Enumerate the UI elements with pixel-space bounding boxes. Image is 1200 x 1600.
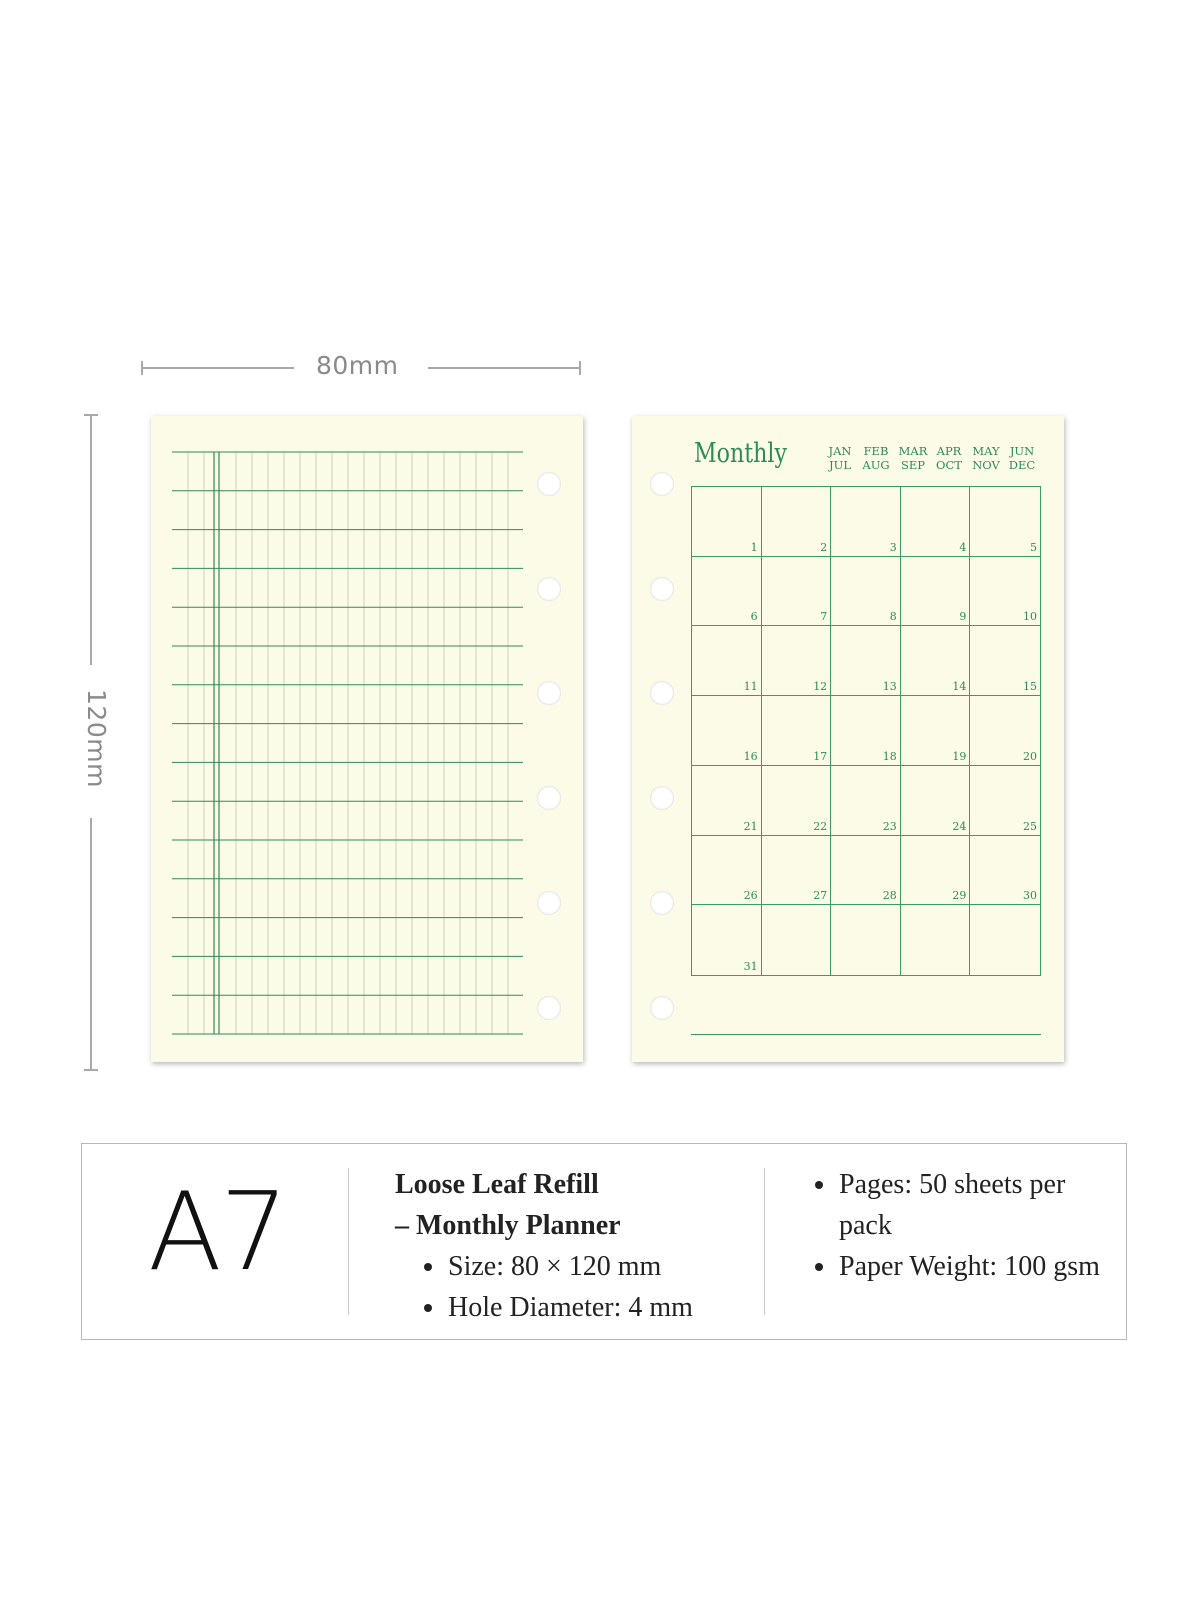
day-number: 31 bbox=[743, 960, 758, 973]
binder-hole bbox=[537, 786, 561, 810]
day-number: 5 bbox=[1029, 540, 1037, 554]
calendar-day-cell bbox=[970, 626, 1040, 696]
day-number: 24 bbox=[952, 819, 967, 833]
month-selector bbox=[829, 444, 1043, 474]
day-number: 10 bbox=[1022, 610, 1037, 624]
calendar-day-cell bbox=[831, 557, 901, 627]
calendar-day-cell bbox=[970, 905, 1040, 975]
calendar-day-cell bbox=[831, 905, 901, 975]
calendar-day-cell bbox=[762, 487, 832, 557]
month-label: FEB bbox=[863, 444, 889, 458]
ledger-page bbox=[151, 416, 583, 1062]
calendar-day-cell bbox=[831, 766, 901, 836]
product-title bbox=[395, 1164, 755, 1246]
calendar-day-cell bbox=[762, 766, 832, 836]
calendar-day-cell bbox=[901, 905, 971, 975]
month-label: APR bbox=[936, 444, 962, 458]
month-label: OCT bbox=[936, 458, 962, 472]
width-dimension-tick-left bbox=[141, 361, 143, 375]
day-number: 14 bbox=[952, 680, 967, 694]
day-number: 17 bbox=[813, 749, 828, 763]
monthly-title: Monthly bbox=[694, 438, 788, 469]
height-dimension-tick-bottom bbox=[84, 1069, 98, 1071]
binder-hole bbox=[650, 472, 674, 496]
day-number: 7 bbox=[820, 610, 828, 624]
day-number: 30 bbox=[1022, 889, 1037, 903]
height-dimension-label: 120mm bbox=[81, 689, 111, 788]
calendar-day-cell bbox=[901, 836, 971, 906]
month-label: AUG bbox=[862, 458, 890, 472]
spec-pages: Pages: 50 sheets per pack bbox=[808, 1164, 1113, 1246]
day-number: 4 bbox=[959, 540, 967, 554]
calendar-day-cell bbox=[762, 696, 832, 766]
day-number: 26 bbox=[743, 889, 758, 903]
month-label: MAY bbox=[972, 444, 1000, 458]
binder-hole bbox=[537, 996, 561, 1020]
notes-line bbox=[691, 1034, 1041, 1035]
day-number: 1 bbox=[750, 540, 758, 554]
calendar-day-cell bbox=[970, 696, 1040, 766]
calendar-day-cell bbox=[762, 836, 832, 906]
day-number: 9 bbox=[959, 610, 967, 624]
calendar-day-cell bbox=[831, 487, 901, 557]
month-label: DEC bbox=[1008, 458, 1036, 472]
calendar-day-cell bbox=[692, 696, 762, 766]
day-number: 19 bbox=[952, 749, 967, 763]
day-number: 25 bbox=[1022, 819, 1037, 833]
spec-list-right bbox=[808, 1164, 1113, 1287]
day-number: 11 bbox=[743, 680, 758, 694]
day-number: 20 bbox=[1022, 749, 1037, 763]
calendar-day-cell bbox=[692, 626, 762, 696]
monthly-page bbox=[632, 416, 1064, 1062]
divider bbox=[348, 1168, 349, 1315]
width-dimension-label: 80mm bbox=[316, 351, 399, 380]
product-title-line-1: Loose Leaf Refill bbox=[395, 1169, 599, 1200]
calendar-day-cell bbox=[970, 766, 1040, 836]
binder-hole bbox=[650, 577, 674, 601]
height-dimension-line-top bbox=[90, 415, 92, 665]
calendar-day-cell bbox=[692, 905, 762, 975]
spec-hole-diameter: Hole Diameter: 4 mm bbox=[417, 1287, 777, 1328]
calendar-grid bbox=[691, 486, 1041, 976]
month-label: SEP bbox=[900, 458, 925, 472]
calendar-day-cell bbox=[901, 766, 971, 836]
calendar-day-cell bbox=[762, 557, 832, 627]
day-number: 15 bbox=[1022, 680, 1037, 694]
day-number: 27 bbox=[813, 889, 828, 903]
day-number: 23 bbox=[882, 819, 897, 833]
day-number: 13 bbox=[882, 680, 897, 694]
day-number: 21 bbox=[743, 819, 758, 833]
calendar-day-cell bbox=[970, 836, 1040, 906]
calendar-day-cell bbox=[901, 626, 971, 696]
calendar-day-cell bbox=[692, 557, 762, 627]
binder-hole bbox=[537, 577, 561, 601]
month-label: MAR bbox=[898, 444, 928, 458]
day-number: 8 bbox=[889, 610, 897, 624]
day-number: 29 bbox=[952, 889, 967, 903]
calendar-day-cell bbox=[692, 487, 762, 557]
spec-list-left bbox=[417, 1246, 777, 1328]
calendar-day-cell bbox=[831, 626, 901, 696]
calendar-day-cell bbox=[762, 626, 832, 696]
width-dimension-tick-right bbox=[579, 361, 581, 375]
calendar-day-cell bbox=[901, 487, 971, 557]
height-dimension-line-bottom bbox=[90, 818, 92, 1070]
day-number: 28 bbox=[882, 889, 897, 903]
ledger-grid bbox=[151, 416, 583, 1062]
day-number: 3 bbox=[889, 540, 897, 554]
calendar-day-cell bbox=[692, 836, 762, 906]
calendar-day-cell bbox=[901, 696, 971, 766]
calendar-day-cell bbox=[762, 905, 832, 975]
month-label: JAN bbox=[828, 444, 852, 458]
calendar-day-cell bbox=[692, 766, 762, 836]
binder-hole bbox=[650, 891, 674, 915]
binder-hole bbox=[537, 681, 561, 705]
paper-size-label: A7 bbox=[148, 1170, 287, 1295]
month-label: JUN bbox=[1009, 444, 1035, 458]
width-dimension-line-right bbox=[428, 367, 580, 369]
binder-hole bbox=[650, 996, 674, 1020]
binder-hole bbox=[537, 891, 561, 915]
binder-hole bbox=[537, 472, 561, 496]
calendar-day-cell bbox=[831, 696, 901, 766]
width-dimension-line-left bbox=[142, 367, 294, 369]
day-number: 12 bbox=[813, 680, 828, 694]
product-info-box bbox=[81, 1143, 1127, 1340]
day-number: 16 bbox=[743, 749, 758, 763]
day-number: 6 bbox=[750, 610, 758, 624]
binder-hole bbox=[650, 786, 674, 810]
spec-paper-weight: Paper Weight: 100 gsm bbox=[808, 1246, 1113, 1287]
day-number: 18 bbox=[882, 749, 897, 763]
calendar-day-cell bbox=[901, 557, 971, 627]
divider bbox=[764, 1168, 765, 1315]
calendar-day-cell bbox=[831, 836, 901, 906]
binder-hole bbox=[650, 681, 674, 705]
calendar-day-cell bbox=[970, 487, 1040, 557]
month-label: JUL bbox=[829, 458, 851, 472]
spec-size: Size: 80 × 120 mm bbox=[417, 1246, 777, 1287]
month-label: NOV bbox=[972, 458, 1000, 472]
product-title-line-2: – Monthly Planner bbox=[395, 1210, 621, 1241]
day-number: 22 bbox=[813, 819, 828, 833]
height-dimension-tick-top bbox=[84, 414, 98, 416]
day-number: 2 bbox=[820, 540, 828, 554]
calendar-day-cell bbox=[970, 557, 1040, 627]
